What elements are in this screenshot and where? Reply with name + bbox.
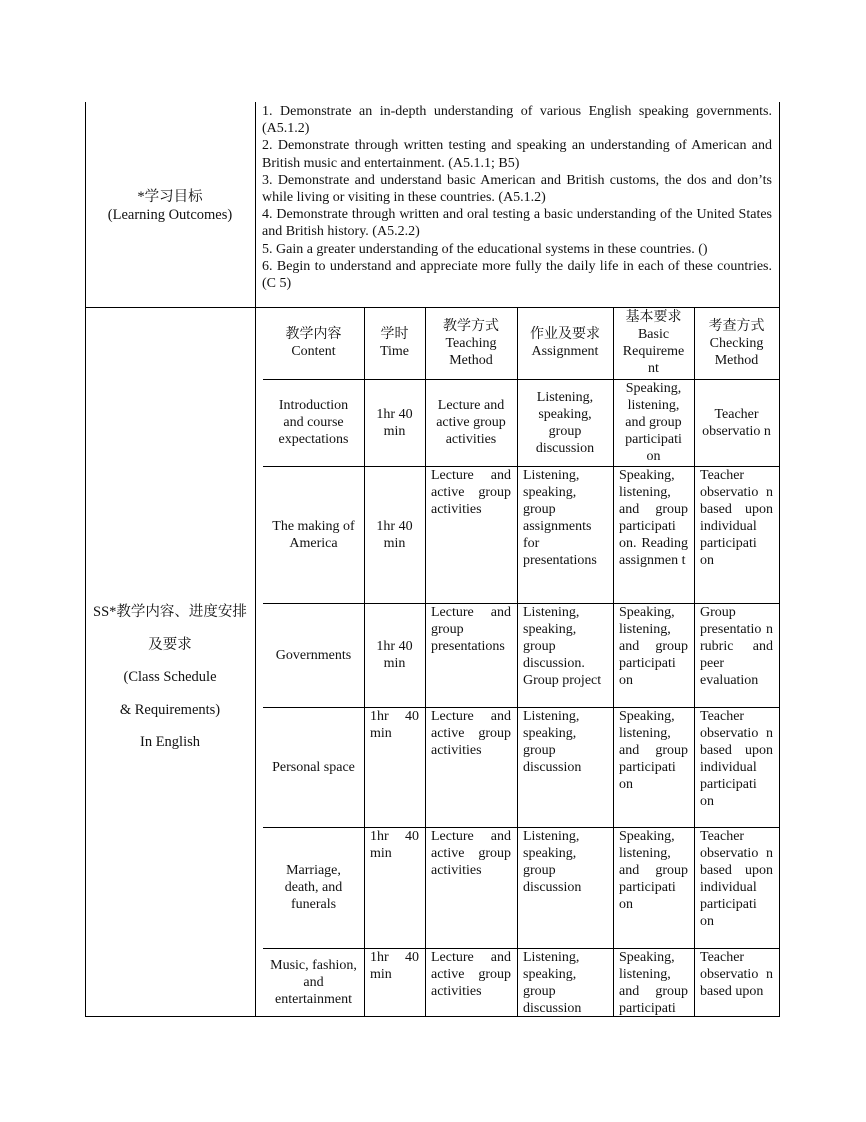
schedule-cell-method: Lecture and active group activities	[436, 398, 506, 447]
schedule-col-divider	[425, 307, 426, 1016]
schedule-cell-method: Lecture and group presentations	[431, 605, 511, 654]
schedule-cell-checking: Teacher observatio n based upon individual participati on	[700, 829, 773, 929]
schedule-cell-basic: Speaking, listening, and group participati	[619, 950, 688, 1016]
schedule-cell-basic: Speaking, listening, and group participati on. Reading assignmen t	[619, 468, 688, 568]
table-border-left	[85, 102, 86, 1017]
schedule-label-cn-2: 及要求	[148, 636, 192, 653]
schedule-cell-method: Lecture and active group activities	[431, 829, 511, 878]
schedule-cell-assignment: Listening, speaking, group discussion. Group project	[523, 605, 602, 688]
learning-outcome-item: 1. Demonstrate an in-depth understanding of various English speaking governments. (A5.1.2)	[262, 104, 772, 137]
schedule-label-en-1: (Class Schedule	[123, 669, 217, 685]
schedule-label-en-2: & Requirements)	[119, 701, 221, 718]
schedule-cell-time: 1hr 40 min	[376, 639, 413, 671]
schedule-cell-checking: Teacher observatio n	[702, 406, 771, 439]
learning-outcomes-label	[86, 188, 254, 224]
schedule-col-divider	[613, 307, 614, 1016]
schedule-cell-checking: Teacher observatio n based upon individual participati on	[700, 468, 773, 568]
schedule-cell-method: Lecture and active group activities	[431, 468, 511, 517]
schedule-cell-assignment: Listening, speaking, group discussion	[523, 950, 582, 1016]
schedule-cell-content: Music, fashion, and entertainment	[270, 957, 357, 1007]
schedule-label	[86, 596, 254, 759]
schedule-cell-content: Personal space	[272, 759, 355, 775]
learning-outcome-item: 4. Demonstrate through written and oral testing a basic understanding of the United States and British history. (A5.2.2)	[262, 207, 772, 240]
schedule-cell-method: Lecture and active group activities	[431, 709, 511, 758]
schedule-cell-basic: Speaking, listening, and group participati on	[619, 605, 688, 688]
schedule-cell-assignment: Listening, speaking, group discussion	[523, 829, 582, 895]
table-border-right	[779, 102, 780, 1017]
schedule-cell-checking: Group presentatio n rubric and peer evaluation	[700, 605, 773, 688]
schedule-header-method: 教学方式 Teaching Method	[443, 318, 499, 368]
schedule-header-checking: 考查方式 Checking Method	[708, 318, 765, 368]
schedule-cell-content: Introduction and course expectations	[278, 398, 349, 447]
schedule-cell-time: 1hr 40 min	[370, 829, 419, 861]
schedule-cell-content: Marriage, death, and funerals	[284, 863, 343, 912]
schedule-label-cn: SS*教学内容、进度安排	[93, 604, 247, 620]
schedule-cell-checking: Teacher observatio n based upon individual participati on	[700, 709, 773, 809]
schedule-cell-assignment: Listening, speaking, group discussion	[535, 389, 595, 456]
table-border-mid	[255, 102, 256, 1017]
schedule-cell-basic: Speaking, listening, and group participati on	[619, 709, 688, 792]
schedule-header-assignment: 作业及要求 Assignment	[530, 327, 600, 359]
schedule-cell-checking: Teacher observatio n based upon	[700, 950, 773, 999]
schedule-header-basic: 基本要求 Basic Requireme nt	[622, 310, 685, 376]
schedule-col-divider	[364, 307, 365, 1016]
learning-outcomes-label-cn: *学习目标	[137, 189, 203, 205]
schedule-cell-basic: Speaking, listening, and group participati on	[619, 829, 688, 912]
schedule-header-time: 学时 Time	[379, 327, 410, 359]
schedule-cell-assignment: Listening, speaking, group discussion	[523, 709, 582, 775]
learning-outcome-item: 5. Gain a greater understanding of the educational systems in these countries. ()	[262, 241, 708, 257]
learning-outcomes-label-en: (Learning Outcomes)	[107, 207, 233, 223]
schedule-col-divider	[517, 307, 518, 1016]
schedule-cell-content: The making of America	[272, 518, 355, 551]
schedule-label-en-3: In English	[139, 734, 200, 750]
schedule-cell-assignment: Listening, speaking, group assignments for presentations	[523, 468, 597, 568]
learning-outcomes-list	[262, 103, 772, 292]
schedule-cell-time: 1hr 40 min	[370, 709, 419, 741]
learning-outcome-item: 3. Demonstrate and understand basic American and British customs, the dos and don’ts while living or visiting in these countries. (A5.1.2)	[262, 172, 772, 206]
schedule-cell-time: 1hr 40 min	[376, 406, 413, 439]
schedule-cell-time: 1hr 40 min	[376, 518, 413, 551]
schedule-col-divider	[694, 307, 695, 1016]
schedule-header-content: 教学内容 Content	[285, 327, 342, 359]
schedule-cell-basic: Speaking, listening, and group participati on	[625, 381, 682, 464]
learning-outcome-item: 2. Demonstrate through written testing and speaking an understanding of American and British music and entertainment. (A5.1.1; B5)	[262, 138, 772, 171]
schedule-cell-time: 1hr 40 min	[370, 950, 419, 982]
learning-outcome-item: 6. Begin to understand and appreciate more fully the daily life in each of these countries. (C 5)	[262, 258, 772, 292]
schedule-cell-content: Governments	[275, 647, 352, 663]
schedule-cell-method: Lecture and active group activities	[431, 950, 511, 999]
